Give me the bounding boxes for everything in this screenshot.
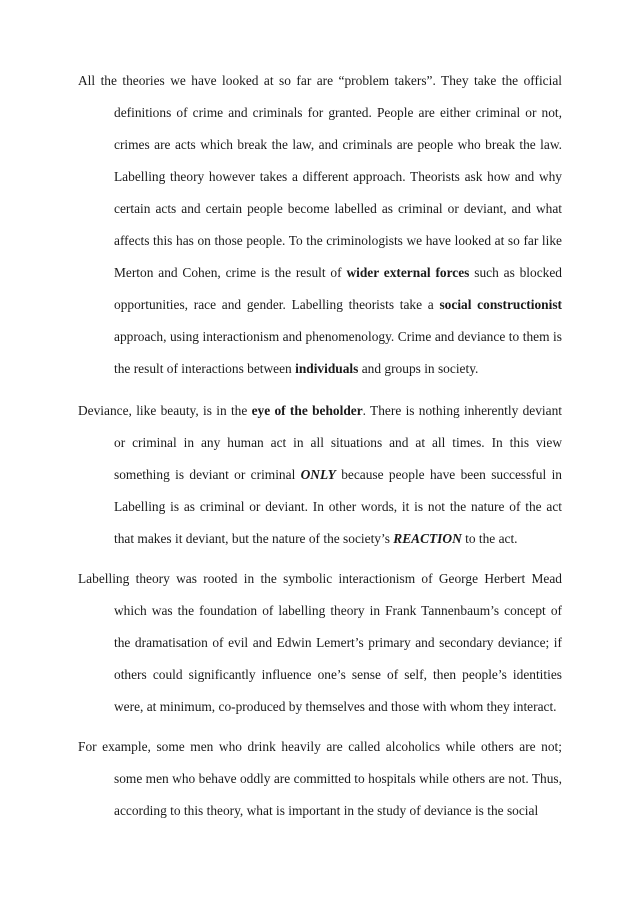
bold-term-social-constructionist: social constructionist <box>439 297 562 312</box>
paragraph-for-example <box>78 731 562 827</box>
text-segment: Labelling theory was rooted in the symbolic interactionism of George Herbert Mead which was the foundation of labelling theory in Frank Tannenbaum’s concept of the dramatisation of evil and Edwin Lemert’s primary and secondary deviance; if others could significantly influence one’s sense of self, then people’s identities were, at minimum, co-produced by themselves and those with whom they interact. <box>78 571 562 714</box>
bold-term-individuals: individuals <box>295 361 359 376</box>
text-segment: approach, using interactionism and phenomenology. Crime and deviance to them is the result of interactions between <box>114 329 562 376</box>
text-segment: and groups in society. <box>358 361 479 376</box>
bold-italic-term-reaction: REACTION <box>393 531 462 546</box>
text-segment: to the act. <box>461 531 518 546</box>
bold-term-wider-external-forces: wider external forces <box>346 265 470 280</box>
bold-italic-term-only: ONLY <box>300 467 336 482</box>
text-segment: For example, some men who drink heavily are called alcoholics while others are not; some men who behave oddly are committed to hospitals while others are not. Thus, according to this theory, what is important in the study of deviance is the social <box>78 739 562 818</box>
text-segment: Deviance, like beauty, is in the <box>78 403 252 418</box>
paragraph-deviance-beauty <box>78 395 562 555</box>
paragraph-symbolic-interactionism <box>78 563 562 723</box>
text-segment: All the theories we have looked at so far are “problem takers”. They take the official definitions of crime and criminals for granted. People are either criminal or not, crimes are acts which break the law, and criminals are people who break the law. Labelling theory however takes a different approach. Theorists ask how and why certain acts and certain people become labelled as criminal or deviant, and what affects this has on those people. To the criminologists we have looked at so far like Merton and Cohen, crime is the result of <box>78 73 562 280</box>
text-segment: such as blocked opportunities, race and gender. Labelling theorists take a <box>114 265 563 312</box>
text-segment: because people have been successful in Labelling is as criminal or deviant. In other words, it is not the nature of the act that makes it deviant, but the nature of the society’s <box>114 467 562 546</box>
paragraph-problem-takers <box>78 65 562 385</box>
bold-term-eye-of-the-beholder: eye of the beholder <box>251 403 363 418</box>
text-segment: . There is nothing inherently deviant or criminal in any human act in all situations and at all times. In this view something is deviant or criminal <box>114 403 562 482</box>
